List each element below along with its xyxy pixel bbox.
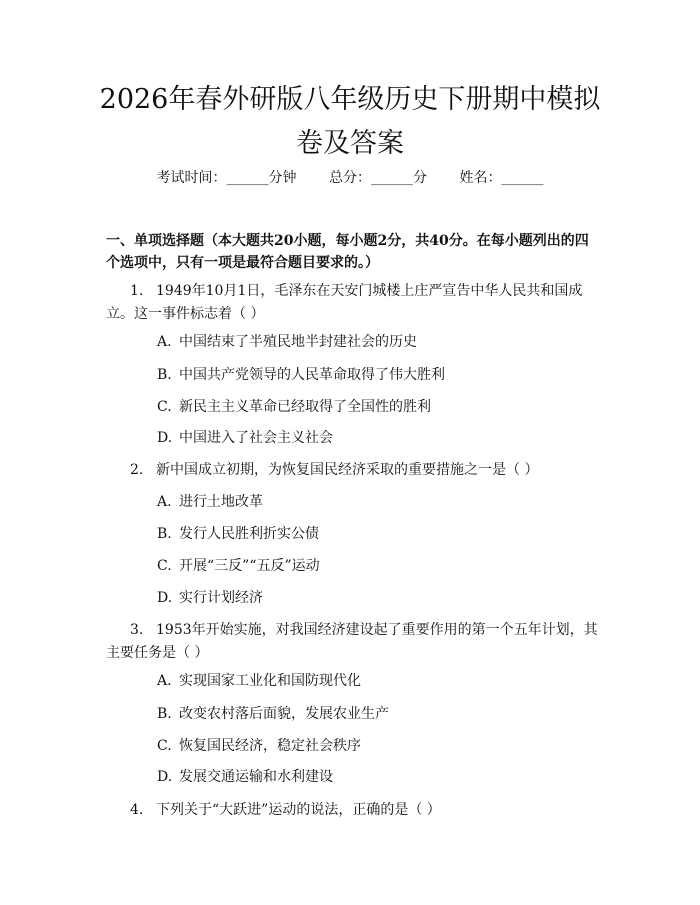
option-label: C. [157, 738, 172, 754]
option-text: 新民主主义革命已经取得了全国性的胜利 [179, 399, 431, 415]
option-text: 中国结束了半殖民地半封建社会的历史 [179, 334, 417, 350]
option-label: B. [157, 526, 172, 542]
question-number: 2. [130, 462, 144, 478]
option-label: C. [157, 399, 172, 415]
option-label: A. [157, 673, 172, 689]
option-text: 发行人民胜利折实公债 [179, 526, 319, 542]
question-text: 下列关于“大跃进”运动的说法，正确的是（ ） [156, 802, 441, 818]
option-label: A. [157, 494, 172, 510]
student-name-field: 姓名：______ [459, 170, 544, 186]
option-text: 开展“三反”“五反”运动 [179, 558, 320, 574]
option-text: 实行计划经济 [179, 590, 263, 606]
question-3-option-b [157, 705, 597, 723]
option-label: B. [157, 706, 172, 722]
option-text: 进行土地改革 [179, 494, 263, 510]
question-3-option-d [157, 768, 597, 786]
question-1-option-a [157, 333, 597, 351]
question-1-option-d [157, 429, 597, 447]
option-label: C. [157, 558, 172, 574]
question-2-option-a [157, 493, 597, 511]
question-text: 1953年开始实施，对我国经济建设起了重要作用的第一个五年计划，其主要任务是（ ） [106, 622, 598, 661]
question-3-option-c [157, 737, 597, 755]
question-4-stem [106, 799, 602, 822]
exam-time-field: 考试时间：______分钟 [156, 170, 297, 186]
question-2-option-b [157, 525, 597, 543]
page-title: 2026年春外研版八年级历史下册期中模拟卷及答案 [99, 84, 601, 159]
option-text: 发展交通运输和水利建设 [179, 769, 333, 785]
question-number: 1. [130, 283, 144, 299]
option-label: D. [157, 590, 173, 606]
section-heading: 一、单项选择题（本大题共20小题，每小题2分，共40分。在每小题列出的四个选项中，只有一项是最符合题目要求的。） [106, 233, 589, 271]
option-text: 改变农村落后面貌，发展农业生产 [179, 706, 389, 722]
question-3-stem [106, 619, 602, 665]
option-text: 中国共产党领导的人民革命取得了伟大胜利 [179, 367, 445, 383]
option-label: D. [157, 769, 173, 785]
question-1-stem [106, 280, 602, 326]
option-text: 实现国家工业化和国防现代化 [179, 673, 361, 689]
question-2-option-d [157, 589, 597, 607]
question-text: 新中国成立初期，为恢复国民经济采取的重要措施之一是（ ） [156, 462, 539, 478]
question-3-option-a [157, 672, 597, 690]
question-1-option-c [157, 398, 597, 416]
option-text: 恢复国民经济，稳定社会秩序 [179, 738, 361, 754]
question-1-option-b [157, 366, 597, 384]
total-score-field: 总分：______分 [329, 170, 427, 186]
exam-info-line [0, 169, 700, 187]
question-2-stem [106, 459, 602, 482]
question-text: 1949年10月1日，毛泽东在天安门城楼上庄严宣告中华人民共和国成立。这一事件标志着（ ） [106, 283, 583, 322]
option-label: A. [157, 334, 172, 350]
question-number: 3. [130, 622, 144, 638]
option-text: 中国进入了社会主义社会 [179, 430, 333, 446]
question-number: 4. [130, 802, 144, 818]
option-label: B. [157, 367, 172, 383]
option-label: D. [157, 430, 173, 446]
question-2-option-c [157, 557, 597, 575]
